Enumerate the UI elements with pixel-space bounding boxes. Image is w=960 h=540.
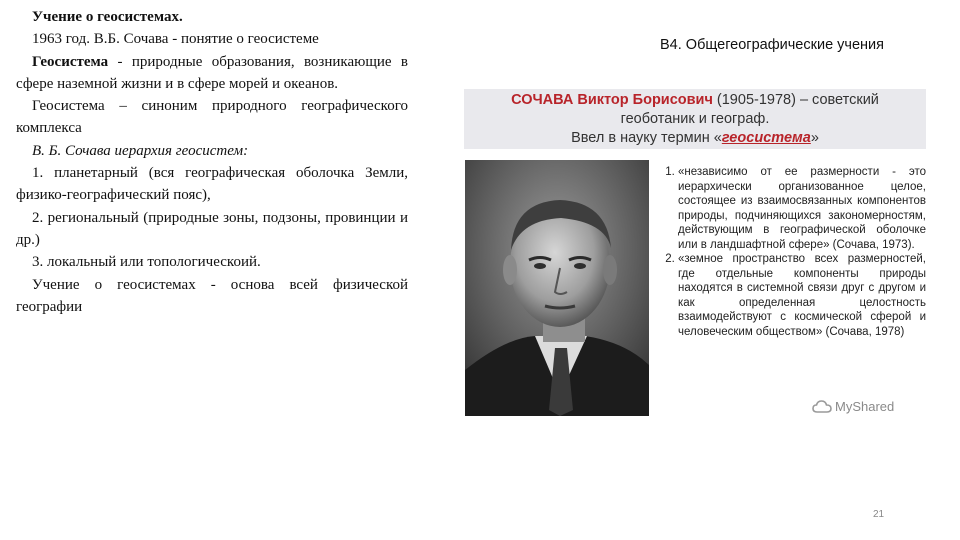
banner-name: СОЧАВА Виктор Борисович xyxy=(511,92,713,108)
synonym-line: Геосистема – синоним природного географического комплекса xyxy=(16,98,408,137)
watermark xyxy=(812,398,894,414)
portrait-illustration xyxy=(465,160,649,416)
hierarchy-title: В. Б. Сочава иерархия геосистем: xyxy=(32,142,249,159)
banner-line-3 xyxy=(464,129,926,148)
definition-geosystem xyxy=(16,51,408,96)
definitions-block xyxy=(660,165,926,339)
banner-term-suffix: » xyxy=(810,130,819,146)
section-title: Учение о геосистемах. xyxy=(32,9,183,25)
slide-heading: В4. Общегеографические учения xyxy=(660,37,884,53)
definition-item: 1. «независимо от ее размерности - это иерархически организованное целое, состоящее из взаимосвязанных компонентов природы, подчиняющихся закономерностям, действующим в географической оболочке или в ландшафтной сфере» (Сочава, 1973). xyxy=(678,165,926,252)
watermark-text: MyShared xyxy=(835,398,895,414)
cloud-icon xyxy=(812,398,832,414)
portrait-photo xyxy=(465,160,649,416)
intro-line: 1963 год. В.Б. Сочава - понятие о геосистеме xyxy=(32,31,319,48)
definition-term: Геосистема xyxy=(32,53,109,70)
hierarchy-level-3: 3. локальный или топологическоий. xyxy=(32,254,261,271)
sochava-banner xyxy=(464,89,926,149)
definition-text: - природные образования, возникающие в сфере наземной жизни и в сфере морей и океанов. xyxy=(16,53,408,92)
banner-term-prefix: Ввел в науку термин « xyxy=(571,130,722,146)
banner-line-2: геоботаник и географ. xyxy=(620,111,770,127)
banner-line-1 xyxy=(464,91,926,110)
hierarchy-level-2: 2. региональный (природные зоны, подзоны, провинции и др.) xyxy=(16,209,408,248)
hierarchy-level-1: 1. планетарный (вся географическая оболочка Земли, физико-географический пояс), xyxy=(16,165,408,204)
banner-life: (1905-1978) – советский xyxy=(712,92,879,108)
left-text-block xyxy=(16,6,408,318)
definitions-list xyxy=(660,165,926,339)
conclusion-line: Учение о геосистемах - основа всей физической географии xyxy=(16,276,408,315)
banner-term: геосистема xyxy=(721,130,811,146)
definition-item: 2. «земное пространство всех размерностей, где отдельные компоненты природы находятся в системной связи друг с другом и как определенная целостность взаимодействуют с космической сферой и человеческим обществом» (Сочава, 1978) xyxy=(678,252,926,339)
page-number: 21 xyxy=(873,509,885,520)
